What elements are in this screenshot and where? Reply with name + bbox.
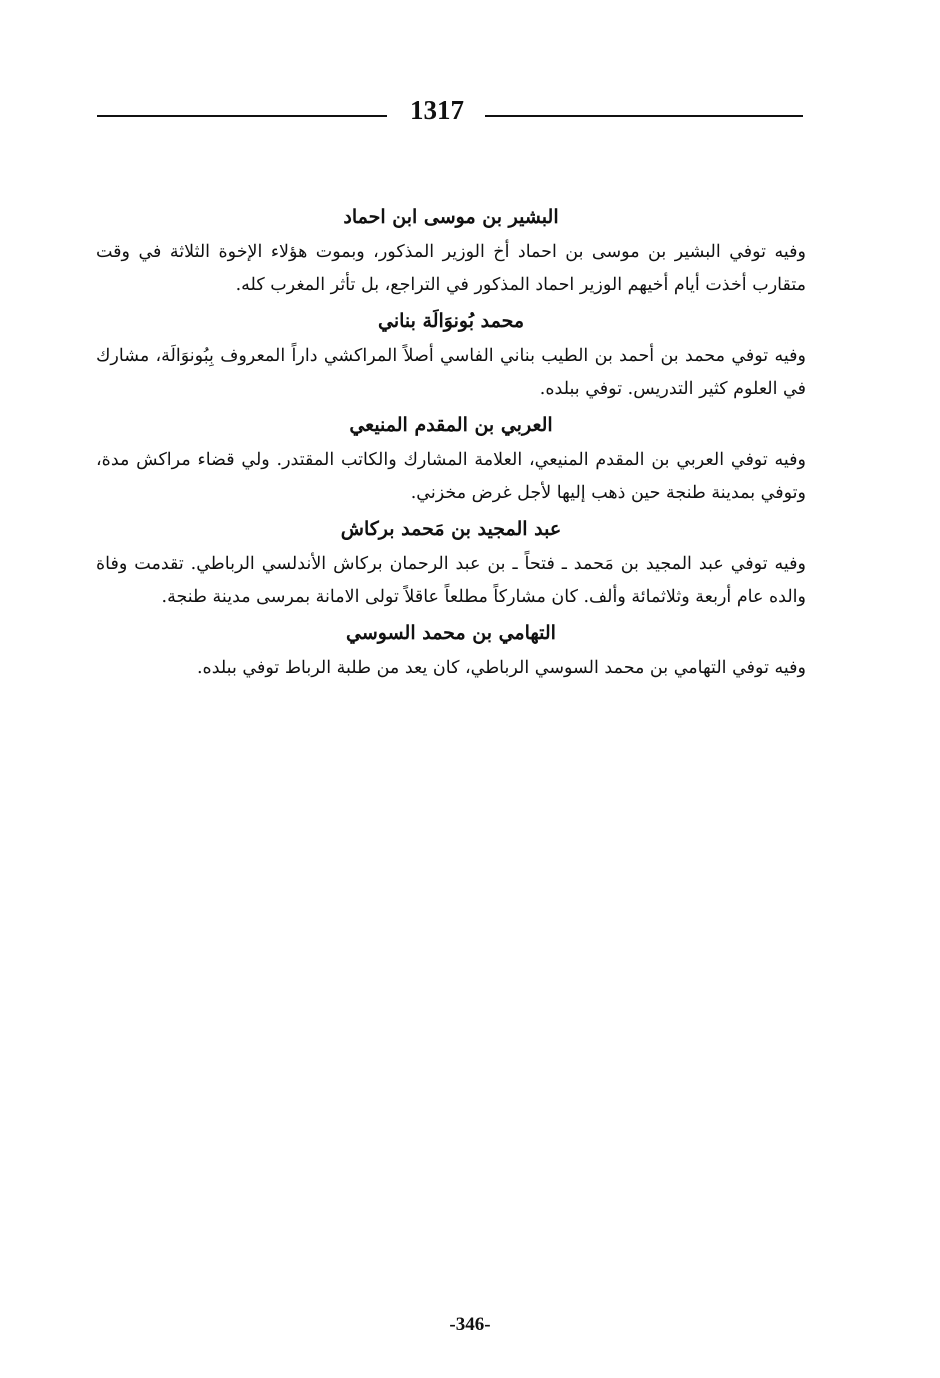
- year-heading: 1317: [410, 95, 464, 125]
- entry: [96, 614, 806, 685]
- entry-text: وفيه توفي التهامي بن محمد السوسي الرباطي، كان يعد من طلبة الرباط توفي ببلده.: [196, 658, 806, 678]
- entry: [96, 198, 806, 302]
- entry-text: وفيه توفي البشير بن موسى بن احماد أخ الوزير المذكور، وبموت هؤلاء الإخوة الثلاثة في وقت متقارب أخذت أيام أخيهم الوزير احماد المذكور في التراجع، بل تأثر المغرب كله.: [96, 242, 806, 295]
- entry-text: وفيه توفي العربي بن المقدم المنيعي، العلامة المشارك والكاتب المقتدر. ولي قضاء مراكش مدة، وتوفي بمدينة طنجة حين ذهب إليها لأجل غرض مخزني.: [96, 450, 806, 503]
- entry-name: البشير بن موسى ابن احماد: [343, 206, 559, 228]
- entry-name: محمد بُونوَالَة بناني: [377, 310, 525, 332]
- page-header: [97, 92, 803, 132]
- entry-name: العربي بن المقدم المنيعي: [349, 414, 553, 436]
- obituary-entries: [96, 198, 806, 685]
- page-number: -346-: [449, 1314, 491, 1335]
- entry-text: وفيه توفي محمد بن أحمد بن الطيب بناني الفاسي أصلاً المراكشي داراً المعروف بِبُونوَالَة، مشارك في العلوم كثير التدريس. توفي ببلده.: [96, 346, 806, 399]
- entry-name: عبد المجيد بن مَحمد بركاش: [340, 518, 562, 540]
- entry: [96, 302, 806, 406]
- header-rule-right: [485, 115, 803, 117]
- entry: [96, 510, 806, 614]
- entry-name: التهامي بن محمد السوسي: [346, 622, 556, 644]
- entry-text: وفيه توفي عبد المجيد بن مَحمد ـ فتحاً ـ بن عبد الرحمان بركاش الأندلسي الرباطي. تقدمت وفاة والده عام أربعة وثلاثمائة وألف. كان مشاركاً مطلعاً عاقلاً تولى الامانة بمرسى مدينة طنجة.: [96, 554, 806, 607]
- header-rule-left: [97, 115, 387, 117]
- entry: [96, 406, 806, 510]
